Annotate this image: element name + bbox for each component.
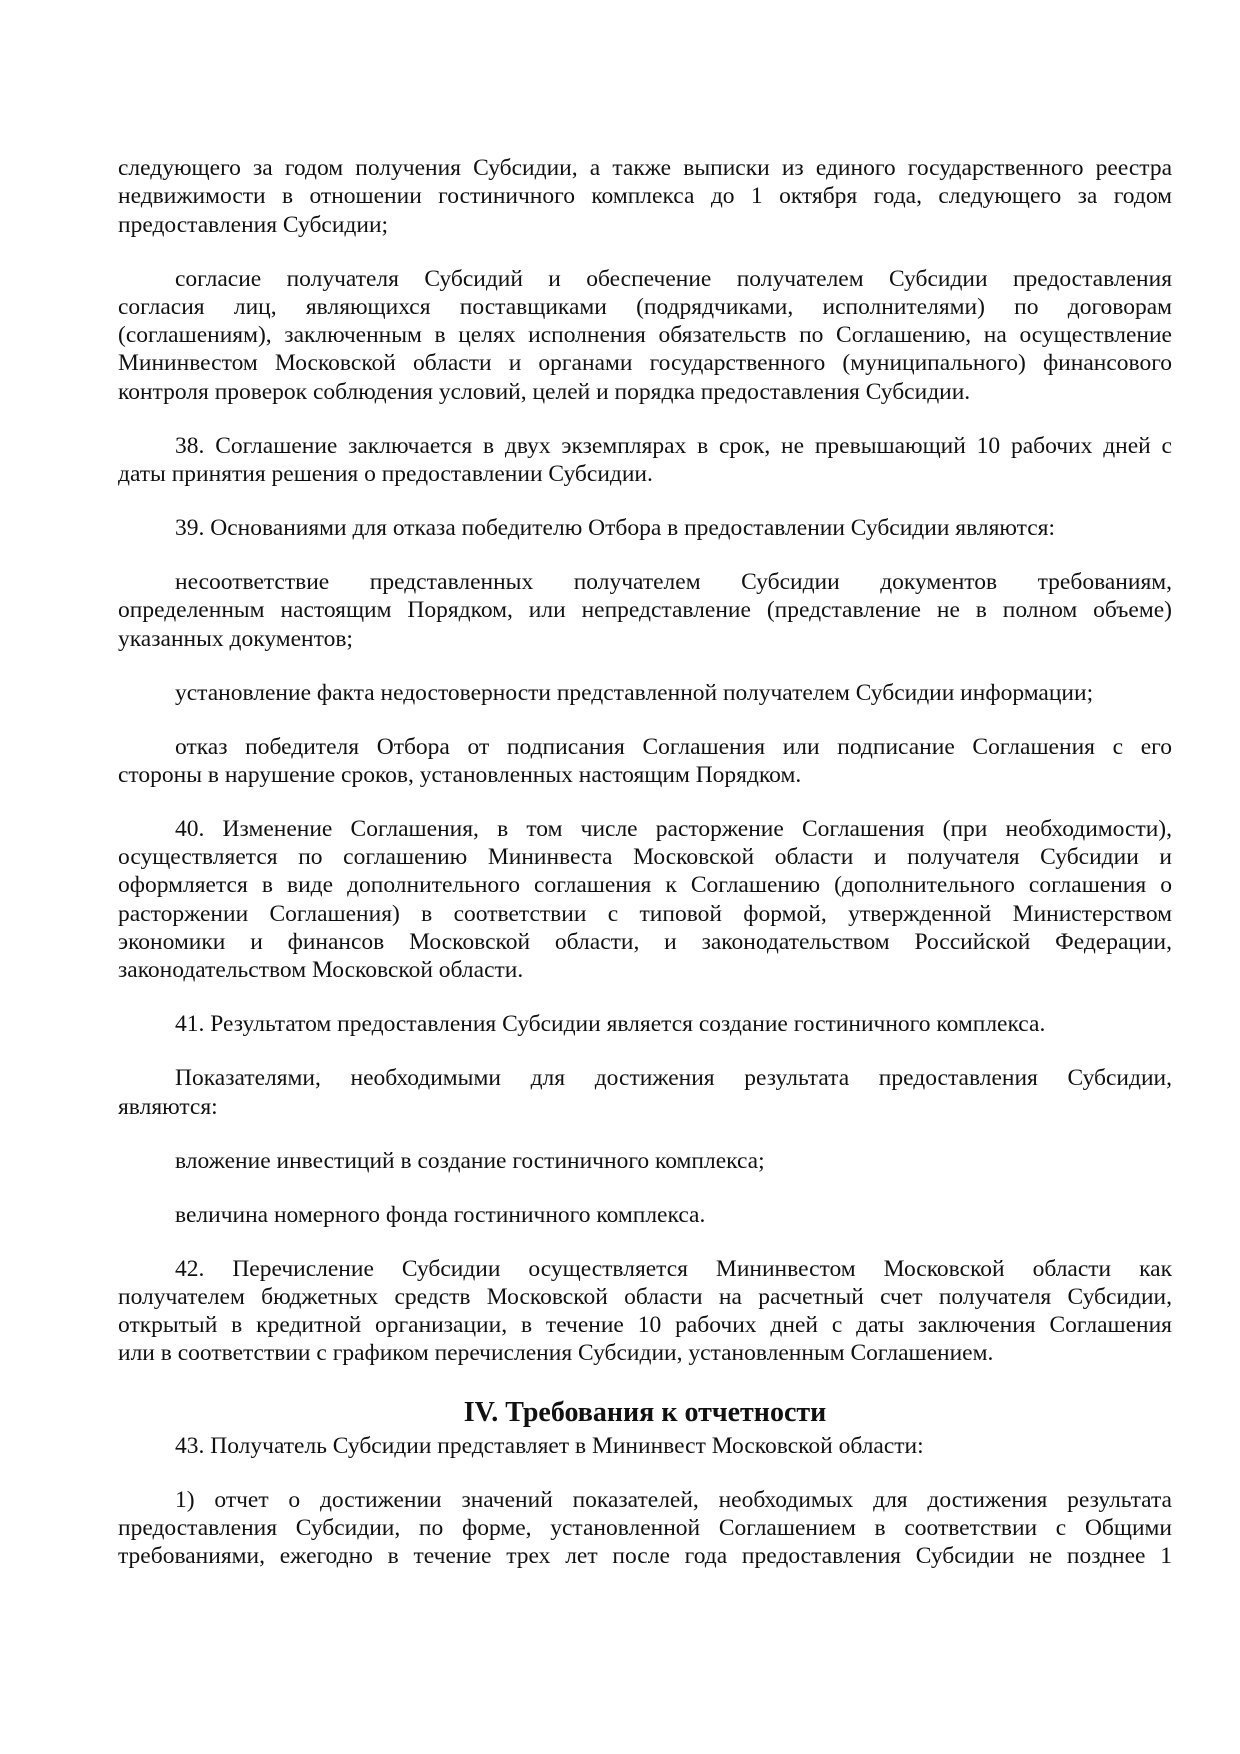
text-line: согласие получателя Субсидий и обеспечение получателем Субсидии предоставления xyxy=(175,265,1172,292)
text-line: 1) отчет о достижении значений показателей, необходимых для достижения результата xyxy=(175,1486,1172,1513)
text-line: стороны в нарушение сроков, установленных настоящим Порядком. xyxy=(118,761,802,788)
text-line: 39. Основаниями для отказа победителю Отбора в предоставлении Субсидии являются: xyxy=(175,515,1055,542)
text-line: указанных документов; xyxy=(118,625,353,652)
text-line: получателем бюджетных средств Московской области на расчетный счет получателя Субсидии, xyxy=(118,1283,1172,1310)
text-line: даты принятия решения о предоставлении Субсидии. xyxy=(118,461,653,488)
paragraph xyxy=(118,568,1172,653)
paragraph xyxy=(118,1255,1172,1368)
text-line: 43. Получатель Субсидии представляет в Мининвест Московской области: xyxy=(175,1432,924,1459)
text-line: несоответствие представленных получателем Субсидии документов требованиям, xyxy=(175,569,1172,596)
text-line: величина номерного фонда гостиничного комплекса. xyxy=(175,1201,706,1228)
text-line: недвижимости в отношении гостиничного комплекса до 1 октября года, следующего за годом xyxy=(118,183,1172,210)
text-line: определенным настоящим Порядком, или непредставление (представление не в полном объеме) xyxy=(118,597,1172,624)
text-line: требованиями, ежегодно в течение трех лет после года предоставления Субсидии не позднее 1 xyxy=(118,1543,1172,1570)
text-line: 42. Перечисление Субсидии осуществляется Мининвестом Московской области как xyxy=(175,1255,1172,1282)
section-heading: IV. Требования к отчетности xyxy=(463,1396,827,1428)
paragraph xyxy=(118,514,1172,542)
text-line: (соглашениям), заключенным в целях исполнения обязательств по Соглашению, на осуществление xyxy=(118,322,1172,349)
text-line: законодательством Московской области. xyxy=(118,957,524,984)
paragraph xyxy=(118,1147,1172,1175)
text-line: или в соответствии с графиком перечисления Субсидии, установленным Соглашением. xyxy=(118,1340,994,1367)
paragraph xyxy=(118,1486,1172,1571)
paragraph xyxy=(118,154,1172,239)
text-line: 41. Результатом предоставления Субсидии является создание гостиничного комплекса. xyxy=(175,1011,1046,1038)
text-line: предоставления Субсидии, по форме, установленной Соглашением в соответствии с Общими xyxy=(118,1515,1172,1542)
text-line: следующего за годом получения Субсидии, а также выписки из единого государственного реестра xyxy=(118,155,1172,181)
text-line: расторжении Соглашения) в соответствии с типовой формой, утвержденной Министерством xyxy=(118,900,1172,927)
text-line: оформляется в виде дополнительного соглашения к Соглашению (дополнительного соглашения о xyxy=(118,872,1172,899)
paragraph xyxy=(118,733,1172,790)
text-line: предоставления Субсидии; xyxy=(118,211,389,238)
paragraph xyxy=(118,815,1172,985)
text-line: отказ победителя Отбора от подписания Соглашения или подписание Соглашения с его xyxy=(175,733,1172,760)
text-line: открытый в кредитной организации, в течение 10 рабочих дней с даты заключения Соглашения xyxy=(118,1312,1172,1339)
text-line: вложение инвестиций в создание гостиничного комплекса; xyxy=(175,1147,765,1174)
text-line: являются: xyxy=(118,1093,218,1120)
paragraph xyxy=(118,1432,1172,1460)
document-page xyxy=(118,154,1172,1571)
paragraph xyxy=(118,1201,1172,1229)
paragraph xyxy=(118,265,1172,406)
text-line: Мининвестом Московской области и органами государственного (муниципального) финансового xyxy=(118,350,1172,377)
text-line: 38. Соглашение заключается в двух экземплярах в срок, не превышающий 10 рабочих дней с xyxy=(175,432,1172,459)
text-line: согласия лиц, являющихся поставщиками (подрядчиками, исполнителями) по договорам xyxy=(118,293,1172,320)
text-line: Показателями, необходимыми для достижения результата предоставления Субсидии, xyxy=(175,1065,1172,1092)
paragraphs-before-heading xyxy=(118,154,1172,1368)
text-line: осуществляется по соглашению Мининвеста Московской области и получателя Субсидии и xyxy=(118,844,1172,871)
paragraphs-after-heading xyxy=(118,1432,1172,1571)
paragraph xyxy=(118,1010,1172,1038)
text-line: 40. Изменение Соглашения, в том числе расторжение Соглашения (при необходимости), xyxy=(175,815,1172,842)
text-line: экономики и финансов Московской области, и законодательством Российской Федерации, xyxy=(118,929,1172,956)
text-line: контроля проверок соблюдения условий, целей и порядка предоставления Субсидии. xyxy=(118,378,971,405)
text-line: установление факта недостоверности представленной получателем Субсидии информации; xyxy=(175,679,1094,706)
paragraph xyxy=(118,432,1172,489)
paragraph xyxy=(118,679,1172,707)
paragraph xyxy=(118,1064,1172,1121)
